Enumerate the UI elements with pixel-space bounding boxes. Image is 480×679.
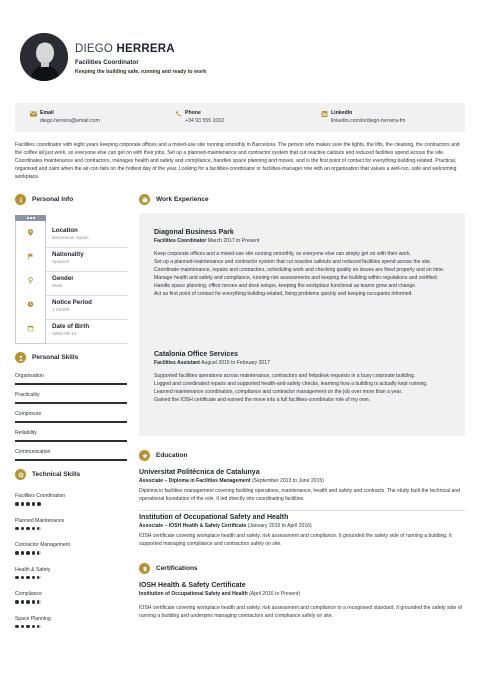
rating-dot <box>21 551 25 555</box>
rating-dot <box>21 527 25 531</box>
tagline: Keeping the building safe, running and ready to work <box>75 69 207 75</box>
degree-dates: (January 2016 to April 2016) <box>247 523 312 529</box>
job-bullet: Set up a planned-maintenance and contractor system that cut reactive callouts and reduced facilities spend across the site. <box>154 259 432 265</box>
rating-dot <box>21 502 25 506</box>
phone-label: Phone <box>185 110 201 116</box>
personal-info-value: Male <box>52 284 63 289</box>
personal-info-label: Date of Birth <box>52 323 90 330</box>
skill-rating <box>15 551 43 556</box>
personal-info-item <box>0 296 112 320</box>
avatar <box>20 33 68 81</box>
skill-name: Planned Maintenance <box>15 517 65 524</box>
certifications-title: Certifications <box>156 565 198 572</box>
rating-dot <box>15 551 19 555</box>
personal-info-item <box>0 224 112 248</box>
personal-skill <box>15 411 127 417</box>
job-position: Facilities Coordinator <box>154 238 207 244</box>
card-header-bar <box>15 215 46 221</box>
personal-info-value: 1992-09-12 <box>52 332 77 337</box>
technical-skills-title: Technical Skills <box>32 471 81 478</box>
skill-bar <box>15 440 127 442</box>
professional-summary: Facilities coordinator with eight years keeping corporate offices and a mixed-use site running smoothly in Barcelona. The person who makes sure the lights, the lifts, the cleaning, the contractors and the coffee all just work, so everyone else can get on with their jobs. Set up a planned-maintenance and contractor system that cut reactive callouts and reduced facilities spend across the site. Coordinates maintenance and contractors, manages health and safety and compliance, handles space planning and moves, and is the first point of contact for everything building-related. Practical, organised and calm when the air-con fails on the hottest day of the year. Looking for a facilities-coordinator or facilities-manager role with an organisation that values a well-run, safe and welcoming workplace. <box>15 142 460 180</box>
personal-info-label: Notice Period <box>52 299 92 306</box>
rating-dot <box>37 625 41 629</box>
rating-dot <box>32 576 36 580</box>
personal-skill <box>15 392 127 398</box>
issuer: Institution of Occupational Safety and Health <box>139 591 248 597</box>
email-label: Email <box>40 110 54 116</box>
rating-dot <box>21 625 25 629</box>
job-company: Catalonia Office Services <box>154 351 239 358</box>
skill-name: Practicality <box>15 392 40 398</box>
certificate-icon <box>139 563 150 574</box>
personal-skill <box>15 449 127 455</box>
email-value[interactable]: diego.herrera@email.com <box>40 118 100 124</box>
job-position-line <box>154 238 449 244</box>
job-bullet: Logged and coordinated repairs and supported health-and-safety checks, learning how a building is actually kept running. <box>154 381 428 387</box>
job-bullet: Handle space planning, office moves and desk setups, keeping the workplace functional as teams grow and change. <box>154 283 417 289</box>
rating-dot <box>26 527 30 531</box>
personal-info-label: Gender <box>52 275 74 282</box>
rating-dot <box>15 600 19 604</box>
briefcase-icon <box>139 194 150 205</box>
rating-dot <box>15 625 19 629</box>
job-entry <box>154 351 449 404</box>
rating-dot <box>37 527 41 531</box>
rating-dot <box>21 600 25 604</box>
phone-value[interactable]: +34 93 555 1002 <box>185 118 225 124</box>
skill-name: Composure <box>15 411 42 417</box>
personal-skill <box>15 430 127 436</box>
rating-dot <box>15 527 19 531</box>
technical-skill <box>15 493 127 499</box>
job-bullet: Manage health and safety and compliance, running risk assessments and keeping the building within regulations and certified. <box>154 275 439 281</box>
skill-bar <box>15 402 127 404</box>
job-bullet: Act as first point of contact for everything building-related, fixing problems quickly and keeping occupants informed. <box>154 291 413 297</box>
certification-dates: (April 2016 to Present) <box>249 591 301 597</box>
personal-info-label: Location <box>52 227 78 234</box>
clock-icon <box>27 301 34 308</box>
degree-line <box>139 523 465 529</box>
education-description: IOSH certificate covering workplace health and safety, risk assessment and compliance. It grounded the safety side of running a building. It supported managing compliance and contractors safely on site. <box>139 533 452 547</box>
rating-dot <box>32 527 36 531</box>
personal-info-label: Nationality <box>52 251 84 258</box>
skill-rating <box>15 527 43 532</box>
skill-rating <box>15 625 43 630</box>
rating-dot <box>15 576 19 580</box>
education-description: Diploma in facilities management covering building operations, maintenance, health and safety and contracts. The study built the technical and operational foundation of the role. It led directly into coordinating facilities. <box>139 488 461 502</box>
job-description <box>154 372 449 404</box>
rating-dot <box>26 551 30 555</box>
education-title: Education <box>156 452 188 459</box>
skill-name: Communication <box>15 449 51 455</box>
job-entry <box>154 229 449 298</box>
linkedin-label: LinkedIn <box>331 110 353 116</box>
rating-dot <box>15 502 19 506</box>
phone-icon <box>175 111 182 117</box>
work-experience-panel <box>139 213 465 436</box>
linkedin-value[interactable]: linkedin.com/in/diego-herrera-fm <box>331 118 406 124</box>
technical-skill <box>15 616 127 622</box>
location-pin-icon <box>27 229 34 236</box>
rating-dot <box>26 625 30 629</box>
rating-dot <box>37 551 41 555</box>
education-entry <box>139 469 465 503</box>
skill-rating <box>15 502 43 507</box>
rating-dot <box>26 502 30 506</box>
rating-dot <box>32 625 36 629</box>
rating-dot <box>32 551 36 555</box>
job-dates: August 2015 to February 2017 <box>201 360 270 366</box>
technical-skill <box>15 567 127 573</box>
rating-dot <box>37 600 41 604</box>
linkedin-icon <box>321 111 328 117</box>
education-entry <box>139 514 465 548</box>
personal-info-value: 1 month <box>52 308 70 313</box>
rating-dot <box>32 502 36 506</box>
job-dates: March 2017 to Present <box>207 238 260 244</box>
technical-skill <box>15 518 127 524</box>
job-description <box>154 250 449 298</box>
skill-name: Organisation <box>15 373 44 379</box>
work-experience-title: Work Experience <box>156 196 209 203</box>
people-icon <box>15 352 26 363</box>
first-name: DIEGO <box>75 43 114 55</box>
personal-info-title: Personal Info <box>32 196 74 203</box>
skill-name: Health & Safety <box>15 566 51 573</box>
personal-info-value: Barcelona, Spain <box>52 236 89 241</box>
divider <box>139 510 465 511</box>
technical-skill <box>15 542 127 548</box>
skill-name: Reliability <box>15 430 37 436</box>
degree: Associate – IOSH Health & Safety Certificate <box>139 523 247 529</box>
certification-name: IOSH Health & Safety Certificate <box>139 582 246 589</box>
job-bullet: Supported facilities operations across maintenance, contractors and helpdesk requests in a busy corporate building. <box>154 373 416 379</box>
skill-rating <box>15 600 43 605</box>
divider <box>46 343 127 344</box>
job-company: Diagonal Business Park <box>154 229 234 236</box>
personal-skill <box>15 373 127 379</box>
rating-dot <box>21 576 25 580</box>
rating-dot <box>26 576 30 580</box>
personal-info-value: Spanish <box>52 260 70 265</box>
calendar-icon <box>27 325 34 332</box>
degree-line <box>139 478 465 484</box>
skill-name: Compliance <box>15 591 42 597</box>
personal-skills-title: Personal Skills <box>32 354 79 361</box>
technical-skill <box>15 591 127 597</box>
skill-name: Facilities Coordination <box>15 493 66 499</box>
portrait-photo <box>20 33 68 81</box>
rating-dot <box>26 600 30 604</box>
job-bullet: Learned maintenance coordination, compliance and contractor management on the job over more than a year. <box>154 389 403 395</box>
skill-rating <box>15 576 43 581</box>
school-name: Universitat Politècnica de Catalunya <box>139 469 260 476</box>
resume-header <box>20 33 460 88</box>
job-bullet: Coordinate maintenance, repairs and contractors, scheduling work and checking quality so issues are fixed properly and on time. <box>154 267 445 273</box>
job-title: Facilities Coordinator <box>75 59 139 66</box>
job-bullet: Keep corporate offices and a mixed-use site running smoothly, so everyone else can simply get on with their work. <box>154 251 411 257</box>
job-position: Facilities Assistant <box>154 360 200 366</box>
skill-name: Contractor Management <box>15 542 70 548</box>
flag-icon <box>27 253 34 260</box>
personal-info-item <box>0 248 112 272</box>
degree-dates: (September 2013 to June 2015) <box>251 478 324 484</box>
last-name: HERRERA <box>116 43 175 55</box>
rating-dot <box>32 600 36 604</box>
certification-description: IOSH certificate covering workplace health and safety, risk assessment and compliance to a recognised standard. It grounded the safety side of running a building and underpins managing contractors and compliance safely on site. <box>139 605 462 619</box>
info-icon <box>15 194 26 205</box>
skill-bar <box>15 459 127 461</box>
envelope-icon <box>30 111 37 117</box>
contact-bar <box>15 103 465 132</box>
personal-info-item <box>0 272 112 296</box>
certification-entry <box>139 582 465 620</box>
rating-dot <box>37 576 41 580</box>
graduation-cap-icon <box>139 450 150 461</box>
gear-icon <box>15 469 26 480</box>
issuer-line <box>139 591 465 597</box>
gender-icon <box>27 277 34 284</box>
full-name <box>75 43 175 55</box>
skill-bar <box>15 383 127 385</box>
skill-name: Space Planning <box>15 615 51 622</box>
school-name: Institution of Occupational Safety and Health <box>139 514 289 521</box>
job-bullet: Gained the IOSH certificate and earned the move into a full facilities-coordinator role of my own. <box>154 397 371 403</box>
job-position-line <box>154 360 449 366</box>
skill-bar <box>15 421 127 423</box>
degree: Associate – Diploma in Facilities Management <box>139 478 251 484</box>
rating-dot <box>37 502 41 506</box>
personal-info-item <box>0 320 112 344</box>
